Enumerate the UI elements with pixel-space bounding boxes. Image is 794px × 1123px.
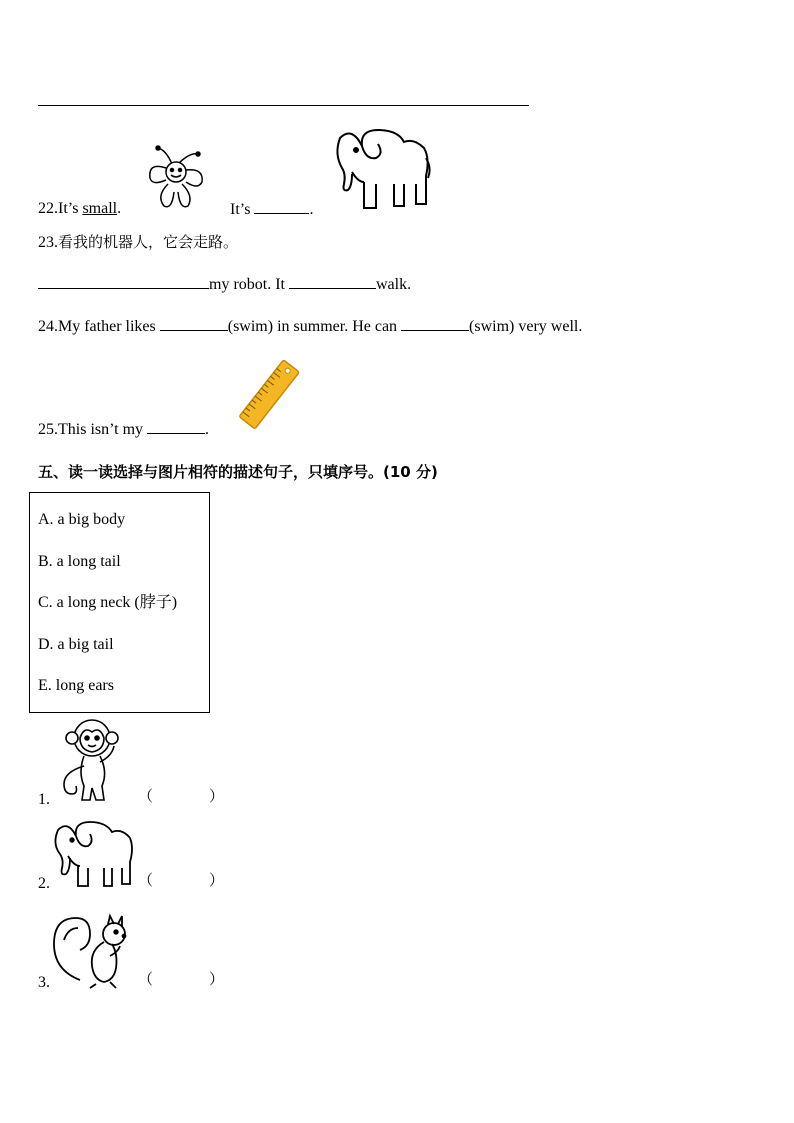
answer-blank[interactable] (38, 274, 209, 289)
question-number: 22. (38, 200, 58, 217)
answer-blank[interactable] (289, 274, 376, 289)
question-22-answer (230, 199, 313, 220)
answer-paren-2[interactable] (138, 871, 224, 891)
option-c: C. a long neck (脖子) (38, 594, 178, 611)
punctuation: . (205, 421, 210, 438)
question-23 (38, 232, 238, 253)
question-text: This isn’t my (58, 421, 148, 438)
question-23-answer (38, 274, 411, 295)
question-22 (38, 199, 121, 219)
elephant-icon (52, 818, 134, 890)
option-e: E. long ears (38, 677, 114, 694)
squirrel-icon (50, 910, 132, 990)
answer-paren-3[interactable] (138, 970, 224, 990)
question-text: It’s (58, 200, 83, 217)
ruler-icon (232, 354, 308, 436)
elephant-icon (332, 124, 432, 214)
options-box (29, 492, 210, 713)
question-number: 24. (38, 318, 58, 335)
item-2 (38, 874, 50, 894)
paren-open: （ (138, 972, 154, 988)
question-text: (swim) in summer. He can (227, 318, 402, 335)
paren-close: ） (209, 873, 225, 889)
item-3 (38, 973, 50, 993)
answer-blank[interactable] (147, 419, 205, 434)
answer-blank[interactable] (254, 199, 309, 214)
option-b: B. a long tail (38, 553, 121, 570)
question-text: my robot. It (209, 276, 289, 293)
underlined-word: small (82, 200, 118, 217)
punctuation: . (117, 200, 122, 217)
section-heading: 五、读一读选择与图片相符的描述句子，只填序号。(10 分) (38, 463, 438, 481)
answer-blank[interactable] (160, 316, 228, 331)
question-text: It’s (230, 201, 255, 218)
answer-line-top (38, 105, 529, 106)
chinese-prompt: 看我的机器人，它会走路。 (58, 233, 239, 251)
option-a: A. a big body (38, 511, 126, 528)
question-text: walk. (376, 276, 412, 293)
question-text: My father likes (58, 318, 160, 335)
item-1 (38, 790, 50, 810)
paren-open: （ (138, 873, 154, 889)
paren-close: ） (209, 972, 225, 988)
paren-close: ） (209, 789, 225, 805)
butterfly-icon (146, 144, 208, 214)
item-number: 3. (38, 974, 50, 991)
paren-open: （ (138, 789, 154, 805)
monkey-icon (54, 716, 130, 806)
question-number: 23. (38, 234, 58, 251)
punctuation: . (309, 201, 314, 218)
question-24 (38, 316, 582, 337)
question-number: 25. (38, 421, 58, 438)
answer-blank[interactable] (401, 316, 469, 331)
question-25 (38, 419, 209, 440)
option-d: D. a big tail (38, 636, 114, 653)
answer-paren-1[interactable] (138, 787, 224, 807)
question-text: (swim) very well. (469, 318, 583, 335)
item-number: 1. (38, 791, 50, 808)
item-number: 2. (38, 875, 50, 892)
